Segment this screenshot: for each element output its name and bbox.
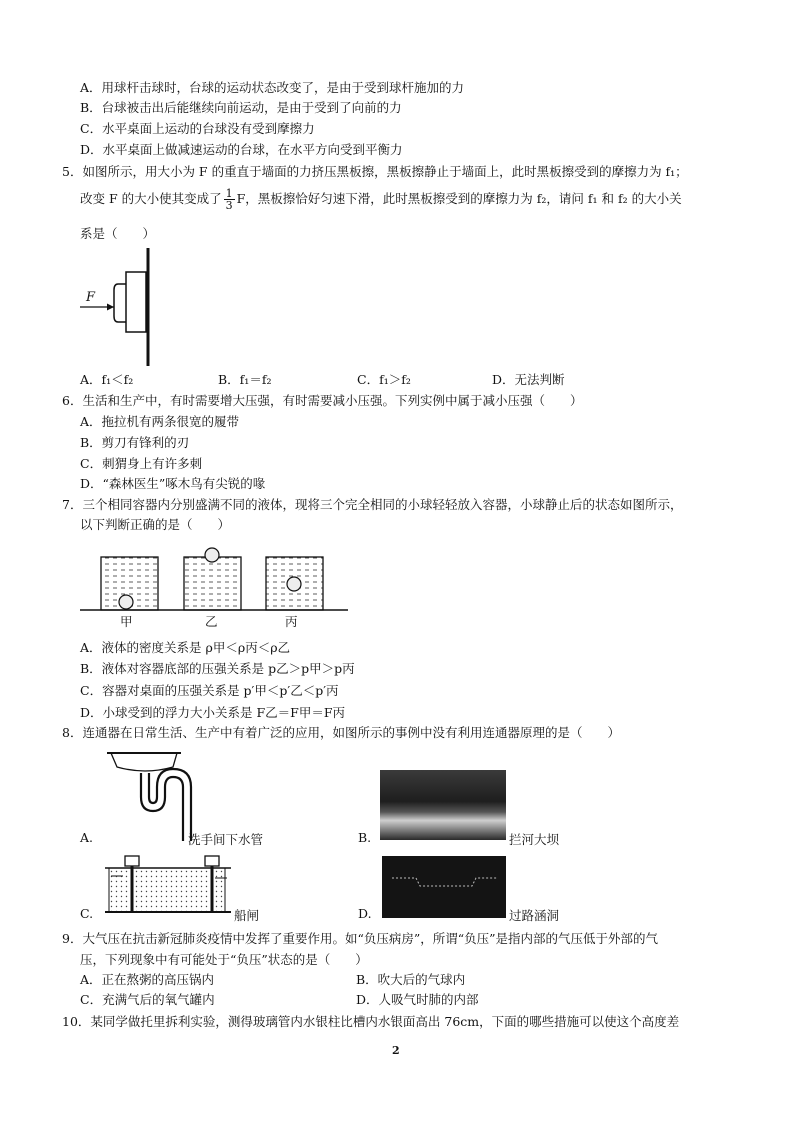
q5-stem-line1: 5．如图所示，用大小为 F 的重直于墙面的力挤压黑板擦，黑板擦静止于墙面上，此时黑板擦受到的摩擦力为 f₁； xyxy=(62,164,688,179)
ship-lock-figure xyxy=(105,850,235,920)
q4-option-c: C．水平桌面上运动的台球没有受到摩擦力 xyxy=(80,121,315,136)
q9-option-c: C．充满气后的氧气罐内 xyxy=(80,992,215,1007)
q7-option-a: A．液体的密度关系是 ρ甲＜ρ丙＜ρ乙 xyxy=(80,640,291,655)
eraser-back xyxy=(114,284,126,322)
q8-option-a-letter: A. xyxy=(80,830,94,845)
q7-option-b: B．液体对容器底部的压强关系是 p乙＞p甲＞p丙 xyxy=(80,661,355,676)
caption-sink-drain: 洗手间下水管 xyxy=(188,832,264,847)
force-arrow-head xyxy=(107,304,114,311)
q7-stem-line2: 以下判断正确的是（ ） xyxy=(80,517,231,532)
q7-figure xyxy=(80,543,350,623)
q6-stem: 6．生活和生产中，有时需要增大压强，有时需要减小压强。下列实例中属于减小压强（ ） xyxy=(62,393,583,408)
q4-option-d: D．水平桌面上做减速运动的台球，在水平方向受到平衡力 xyxy=(80,142,403,157)
ball-jia xyxy=(119,595,133,609)
q9-stem-line1: 9．大气压在抗击新冠肺炎疫情中发挥了重要作用。如“负压病房”，所谓“负压”是指内部的气压低于外部的气 xyxy=(62,931,659,946)
q6-option-d: D．“森林医生”啄木鸟有尖锐的喙 xyxy=(80,476,266,491)
sink-drain-figure xyxy=(105,745,195,845)
q7-option-d: D．小球受到的浮力大小关系是 F乙＝F甲＝F丙 xyxy=(80,705,346,720)
ball-bing xyxy=(287,577,301,591)
q10-stem-line1: 10．某同学做托里拆利实验，测得玻璃管内水银柱比槽内水银面高出 76cm，下面的哪些措施可以使这个高度差 xyxy=(62,1014,680,1029)
caption-ship-lock: 船闸 xyxy=(234,908,260,923)
q5-option-c: C．f₁＞f₂ xyxy=(357,372,411,387)
q4-option-a: A．用球杆击球时，台球的运动状态改变了，是由于受到球杆施加的力 xyxy=(80,80,465,95)
label-bing: 丙 xyxy=(285,614,298,629)
q5-stem-line2: 改变 F 的大小使其变成了 $\frac{1}{3}$ F，黑板擦恰好匀速下滑，此时黑板擦受到的摩擦力为 f₂，请问 f₁ 和 f₂ 的大小关 xyxy=(80,187,682,212)
q8-option-b-letter: B. xyxy=(358,830,372,845)
caption-culvert: 过路涵洞 xyxy=(509,908,560,923)
q9-option-a: A．正在熬粥的高压锅内 xyxy=(80,972,215,987)
q5-option-a: A．f₁＜f₂ xyxy=(80,372,134,387)
container-yi xyxy=(184,557,241,610)
culvert-outline xyxy=(382,856,506,918)
q6-option-c: C．刺猬身上有许多刺 xyxy=(80,456,203,471)
dam-photo xyxy=(380,770,506,840)
q9-stem-line2: 压，下列现象中有可能处于“负压”状态的是（ ） xyxy=(80,952,368,967)
q9-option-d: D．人吸气时肺的内部 xyxy=(356,992,479,1007)
q8-option-d-letter: D. xyxy=(358,906,372,921)
q8-option-c-letter: C. xyxy=(80,906,94,921)
q9-option-b: B．吹大后的气球内 xyxy=(356,972,466,987)
force-label: F xyxy=(86,290,96,305)
q8-stem: 8．连通器在日常生活、生产中有着广泛的应用，如图所示的事例中没有利用连通器原理的是（ ） xyxy=(62,725,620,740)
eraser-body xyxy=(126,272,146,332)
q5-figure xyxy=(78,240,198,370)
label-jia: 甲 xyxy=(120,614,133,629)
q7-stem-line1: 7．三个相同容器内分别盛满不同的液体，现将三个完全相同的小球轻轻放入容器，小球静止后的状态如图所示， xyxy=(62,497,683,512)
caption-dam: 拦河大坝 xyxy=(509,832,560,847)
q5-stem-line3: 系是（ ） xyxy=(80,226,156,241)
one-third-fraction: $\frac{1}{3}$ xyxy=(225,187,233,212)
q4-option-b: B．台球被击出后能继续向前运动，是由于受到了向前的力 xyxy=(80,100,402,115)
label-yi: 乙 xyxy=(205,614,218,629)
ball-yi xyxy=(205,548,219,562)
culvert-photo xyxy=(382,856,506,918)
q7-option-c: C．容器对桌面的压强关系是 p′甲＜p′乙＜p′丙 xyxy=(80,683,339,698)
q5-option-b: B．f₁＝f₂ xyxy=(218,372,272,387)
q6-option-b: B．剪刀有锋利的刃 xyxy=(80,435,190,450)
page-number: 2 xyxy=(392,1044,400,1057)
q6-option-a: A．拖拉机有两条很宽的履带 xyxy=(80,414,240,429)
q5-option-d: D．无法判断 xyxy=(492,372,565,387)
